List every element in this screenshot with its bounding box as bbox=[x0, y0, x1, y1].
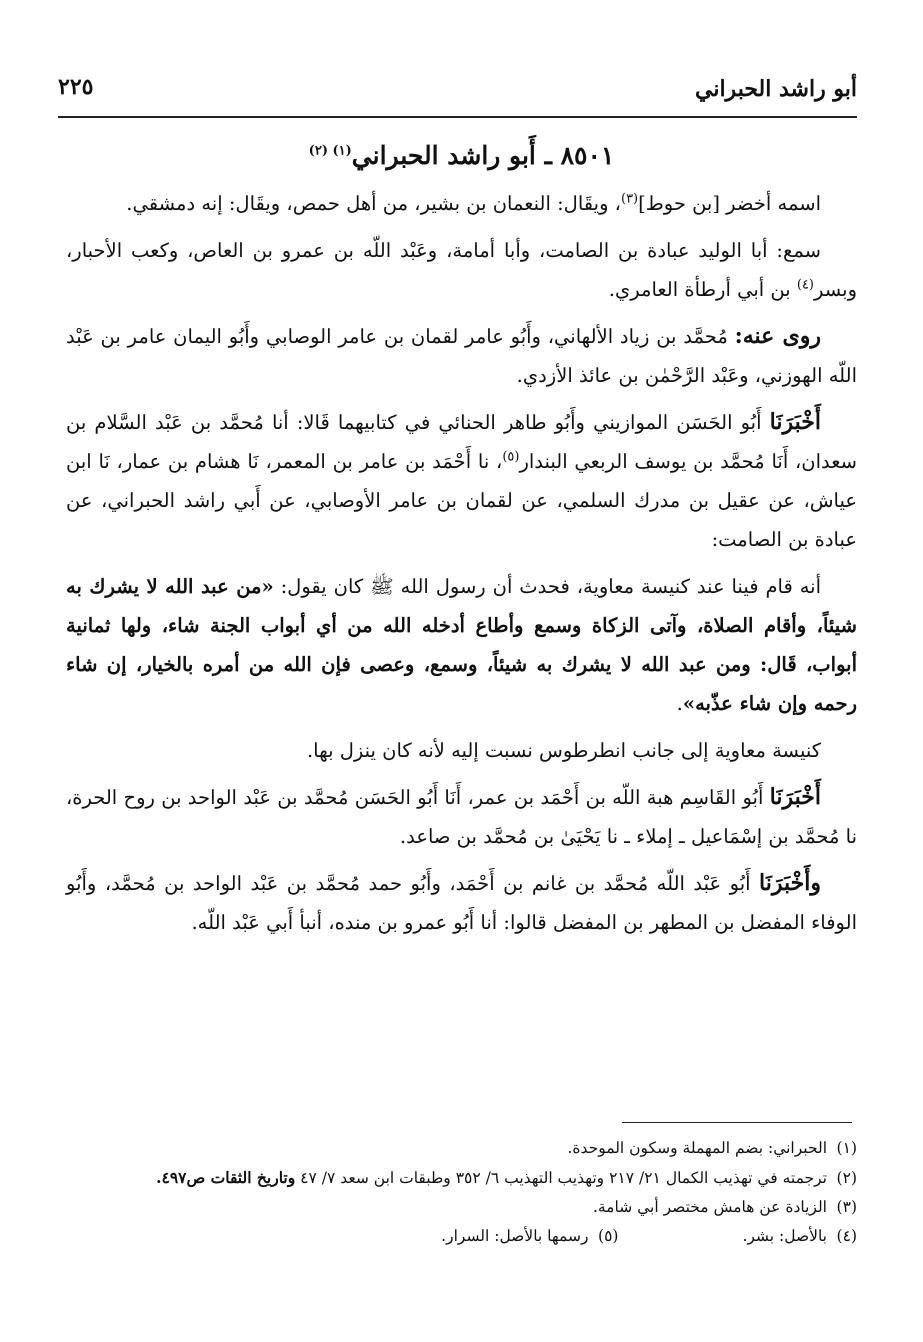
paragraph-church-note bbox=[66, 731, 857, 770]
footnote-number: (١) bbox=[836, 1139, 857, 1157]
paragraph-narrators bbox=[66, 317, 857, 395]
p4-text-a: أَبُو الحَسَن الموازيني وأَبُو طاهر الحنائي في كتابيهما قَالا: أنا مُحمَّد بن عَبْد السَّلام بن سعدان، أَنَا مُحمَّد بن يوسف الربعي البندار bbox=[66, 411, 858, 473]
footnote-text: الحبراني: بضم المهملة وسكون الموحدة. bbox=[567, 1139, 827, 1157]
p4-note: (٥) bbox=[502, 449, 520, 465]
footnote-2 bbox=[66, 1163, 857, 1193]
footnote-number: (٢) bbox=[836, 1169, 857, 1187]
p1-text-b: ، ويقَال: النعمان بن بشير، من أهل حمص، ويقَال: إنه دمشقي. bbox=[126, 192, 621, 215]
paragraph-isnad-1 bbox=[66, 403, 857, 559]
paragraph-isnad-3 bbox=[66, 864, 857, 942]
p8-lead: وأَخْبَرَنَا bbox=[759, 870, 821, 896]
p3-body: مُحمَّد بن زياد الألهاني، وأَبُو عامر لقمان بن عامر الوصابي وأَبُو اليمان عامر بن عَبْد اللّه الهوزني، وعَبْد الرَّحْمٰن بن عائذ الأزدي. bbox=[66, 325, 857, 387]
footnote-text-bold: وتاريخ الثقات ص٤٩٧. bbox=[156, 1168, 296, 1187]
p8-body: أَبُو عَبْد اللّه مُحمَّد بن غانم بن أَحْمَد، وأَبُو حمد مُحمَّد بن عَبْد الواحد بن مُحمَّد، وأَبُو الوفاء المفضل بن المطهر بن المفضل قالوا: أنا أَبُو عمرو بن منده، أنبأ أَبي عَبْد اللّه. bbox=[66, 872, 857, 934]
footnote-text: بالأصل: بشر. bbox=[742, 1227, 827, 1245]
p2-text-a: سمع: أبا الوليد عبادة بن الصامت، وأبا أمامة، وعَبْد اللّه بن عمرو بن العاص، وكعب الأحبار، وبسر bbox=[66, 239, 857, 301]
paragraph-name bbox=[66, 184, 857, 223]
main-text bbox=[66, 132, 857, 950]
header-divider bbox=[58, 116, 857, 118]
p1-text-a: اسمه أخضر [بن حوط] bbox=[638, 192, 821, 215]
footnote-text: الزيادة عن هامش مختصر أبي شامة. bbox=[592, 1198, 827, 1216]
paragraph-isnad-2 bbox=[66, 778, 857, 856]
p6-text: كنيسة معاوية إلى جانب انطرطوس نسبت إليه لأنه كان ينزل بها. bbox=[306, 739, 821, 762]
paragraph-hadith bbox=[66, 567, 857, 723]
footnote-3 bbox=[66, 1193, 857, 1222]
p4-lead: أَخْبَرَنَا bbox=[769, 409, 821, 435]
footnote-text: رسمها بالأصل: السرار. bbox=[441, 1227, 589, 1245]
p1-note: (٣) bbox=[620, 191, 639, 207]
footnote-row-4-5 bbox=[66, 1222, 857, 1251]
footnote-divider bbox=[622, 1122, 852, 1123]
paragraph-heard-from bbox=[66, 231, 857, 309]
page-header bbox=[58, 70, 857, 110]
p7-lead: أَخْبَرَنَا bbox=[769, 784, 821, 810]
page-number: ٢٢٥ bbox=[58, 74, 94, 100]
footnote-5 bbox=[441, 1222, 618, 1251]
footnote-number: (٥) bbox=[598, 1227, 619, 1245]
entry-title bbox=[66, 132, 857, 180]
entry-title-text: ٨٥٠١ ـ أَبو راشد الحبراني bbox=[351, 141, 615, 170]
p4-text-b: ، نا أَحْمَد بن عامر بن المعمر، نَا هشام بن عمار، نَا ابن عياش، عن عقيل بن مدرك السلمي، عن لقمان بن عامر الأوصابي، عن أَبي راشد الحبراني، عن عبادة بن الصامت: bbox=[66, 450, 857, 551]
footnote-1 bbox=[66, 1134, 857, 1163]
p2-text-b: بن أبي أرطأة العامري. bbox=[608, 278, 797, 301]
p5-text-c: . bbox=[676, 692, 683, 715]
p5-text-a: أنه قام فينا عند كنيسة معاوية، فحدث أن رسول الله ﷺ كان يقول: bbox=[273, 575, 821, 598]
footnote-number: (٤) bbox=[836, 1227, 857, 1245]
p7-body: أَبُو القَاسِم هبة اللّه بن أَحْمَد بن عمر، أَنَا أَبُو الحَسَن مُحمَّد بن عَبْد الواحد بن روح الحرة، نا مُحمَّد بن إسْمَاعيل ـ إملاء ـ نا يَحْيَىٰ بن مُحمَّد بن صاعد. bbox=[66, 786, 857, 848]
running-title: أبو راشد الحبراني bbox=[694, 76, 857, 102]
entry-title-notes: (١) (٢) bbox=[308, 143, 352, 159]
footnote-text: ترجمته في تهذيب الكمال ٢١/ ٢١٧ وتهذيب التهذيب ٦/ ٣٥٢ وطبقات ابن سعد ٧/ ٤٧ bbox=[295, 1169, 827, 1187]
footnotes bbox=[66, 1134, 857, 1251]
p5-hadith-text: «من عبد الله لا يشرك به شيئاً، وأقام الصلاة، وآتى الزكاة وسمع وأطاع أدخله الله من أي أبواب الجنة شاء، ولها ثمانية أبواب، قَال: ومن عبد الله لا يشرك به شيئاً، وسمع، وعصى فإن الله من أمره بالخيار، إن شاء رحمه وإن شاء عذّبه» bbox=[66, 575, 857, 715]
footnote-number: (٣) bbox=[836, 1198, 857, 1216]
p2-note: (٤) bbox=[796, 277, 814, 293]
p3-lead: روى عنه: bbox=[734, 323, 821, 349]
footnote-4 bbox=[742, 1222, 857, 1251]
